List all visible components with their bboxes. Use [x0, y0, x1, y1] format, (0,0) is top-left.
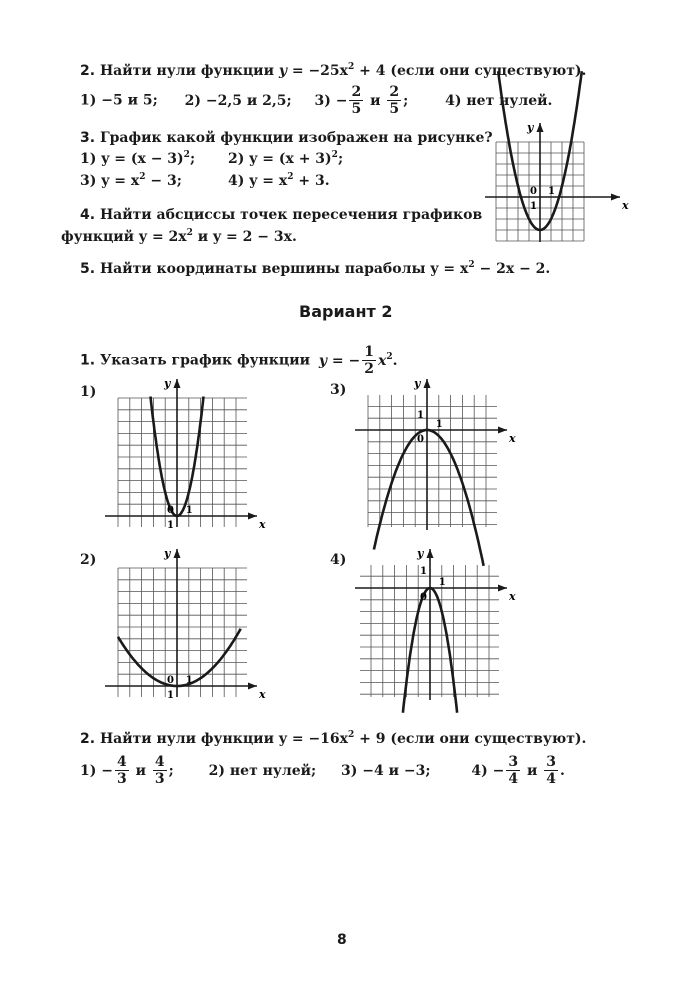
question-number: 3. — [80, 130, 96, 146]
y-axis-label: y — [164, 377, 171, 390]
x-axis-label: x — [509, 432, 516, 445]
prev-q3-a1 — [80, 152, 195, 166]
numerator: 3 — [546, 754, 557, 770]
conjunction: и — [522, 762, 543, 779]
denominator: 5 — [389, 101, 400, 117]
exponent: 2 — [468, 260, 475, 270]
exponent: 2 — [386, 351, 393, 362]
x-arrow-icon — [248, 683, 257, 690]
graph-4 — [345, 545, 520, 705]
y-unit-label: 1 — [167, 690, 174, 701]
x-arrow-icon — [611, 194, 620, 201]
origin-label: 0 — [417, 434, 424, 445]
graph-1 — [95, 375, 270, 535]
prev-q2-line — [80, 64, 586, 78]
answer-2: 2) нет нулей; — [208, 762, 317, 779]
func-tail: − 2x − 2. — [474, 261, 551, 277]
x-axis-label: x — [509, 590, 516, 603]
prev-q3-a4 — [228, 174, 330, 188]
y-arrow-icon — [424, 379, 431, 388]
question-number: 5. — [80, 261, 96, 277]
prev-q3-line — [80, 131, 493, 145]
answer-2: 2) −2,5 и 2,5; — [184, 92, 292, 109]
fraction — [544, 754, 558, 787]
graph-2 — [95, 545, 270, 705]
origin-label: 0 — [420, 592, 427, 603]
x-unit-label: 1 — [185, 505, 193, 516]
func-tail: + 9 (если они существуют). — [354, 731, 587, 747]
question-text: Найти нули функции — [99, 731, 274, 747]
func-tail: + 4 (если они существуют). — [354, 63, 587, 79]
fraction — [506, 754, 520, 787]
prev-q3-a2 — [228, 152, 343, 166]
prev-q2-answers — [80, 84, 552, 117]
answer-3 — [314, 84, 409, 117]
graph-label-3: 3) — [330, 382, 347, 398]
punct: . — [560, 762, 565, 779]
variant-title: Вариант 2 — [299, 302, 393, 321]
function-formula — [318, 344, 398, 377]
question-number: 1. — [80, 352, 96, 369]
parabola-curve — [118, 629, 241, 686]
answer-1-prefix: 1) − — [80, 762, 113, 779]
denominator: 2 — [364, 361, 374, 377]
fraction — [387, 84, 401, 117]
denominator: 3 — [116, 771, 127, 787]
func-a: функций y = 2x — [61, 229, 187, 245]
exponent: 2 — [287, 172, 294, 182]
numerator: 4 — [116, 754, 127, 770]
punct: ; — [337, 151, 344, 167]
y-arrow-icon — [427, 549, 434, 558]
func-body: y = −16x — [278, 731, 349, 747]
x-axis-label: x — [259, 518, 266, 531]
answer-3-prefix: 3) − — [314, 92, 348, 109]
graph-prev-q3 — [480, 115, 630, 250]
origin-label: 0 — [167, 675, 174, 686]
denominator: 3 — [154, 771, 165, 787]
fraction — [115, 754, 129, 787]
x-unit-label: 1 — [435, 419, 443, 430]
v2-q2-answers — [80, 754, 565, 787]
fraction — [349, 84, 363, 117]
y-unit-label: 1 — [420, 566, 427, 577]
question-text: Указать график функции — [99, 352, 311, 369]
exponent: 2 — [348, 62, 355, 72]
exponent: 2 — [186, 228, 193, 238]
formula-lhs: y = − — [318, 352, 361, 369]
question-text: Найти координаты вершины параболы y = x — [99, 261, 469, 277]
origin-label: 0 — [167, 505, 174, 516]
y-axis-label: y — [527, 121, 534, 134]
answer-2: 2) y = (x + 3) — [228, 151, 332, 167]
origin-label: 0 — [530, 186, 537, 197]
x-arrow-icon — [498, 585, 507, 592]
prev-q3-a3 — [80, 174, 182, 188]
answer-1: 1) −5 и 5; — [80, 92, 158, 109]
y-unit-label: 1 — [417, 410, 424, 421]
v2-q1-line — [80, 344, 398, 377]
x-unit-label: 1 — [438, 577, 446, 588]
graph-label-2: 2) — [80, 552, 97, 568]
exponent: 2 — [348, 730, 355, 740]
punct: . — [392, 352, 398, 369]
graph-label-4: 4) — [330, 552, 347, 568]
y-unit-label: 1 — [530, 201, 537, 212]
question-number: 4. — [80, 207, 96, 223]
punct: ; — [189, 151, 196, 167]
exponent: 2 — [183, 150, 190, 160]
question-number: 2. — [80, 63, 96, 79]
exponent: 2 — [331, 150, 338, 160]
x-axis-label: x — [259, 688, 266, 701]
answer-1 — [80, 754, 174, 787]
question-text: Найти абсциссы точек пересечения графиков — [99, 207, 483, 223]
page-number: 8 — [337, 932, 347, 948]
x-arrow-icon — [248, 513, 257, 520]
fraction — [153, 754, 167, 787]
answer-4: 4) y = x — [228, 173, 288, 189]
numerator: 2 — [389, 84, 400, 100]
question-text: График какой функции изображен на рисунке? — [99, 130, 493, 146]
punct: + 3. — [293, 173, 330, 189]
y-arrow-icon — [174, 549, 181, 558]
answer-3: 3) −4 и −3; — [341, 762, 431, 779]
graph-label-1: 1) — [80, 384, 97, 400]
numerator: 4 — [154, 754, 165, 770]
question-number: 2. — [80, 731, 96, 747]
punct: ; — [168, 762, 174, 779]
conjunction: и — [365, 92, 386, 109]
v2-q2-line — [80, 732, 586, 746]
fraction — [362, 344, 376, 377]
formula-rhs: x — [378, 352, 387, 369]
y-axis-label: y — [164, 547, 171, 560]
x-unit-label: 1 — [548, 186, 555, 197]
punct: ; — [403, 92, 409, 109]
func-b: и y = 2 − 3x. — [192, 229, 297, 245]
graph-3 — [345, 375, 520, 535]
x-unit-label: 1 — [185, 675, 193, 686]
denominator: 5 — [351, 101, 362, 117]
answer-4: 4) нет нулей. — [445, 92, 553, 109]
prev-q4-line1 — [80, 208, 482, 222]
denominator: 4 — [546, 771, 557, 787]
y-axis-label: y — [417, 547, 424, 560]
numerator: 1 — [364, 344, 374, 360]
punct: − 3; — [145, 173, 182, 189]
question-text: Найти нули функции — [99, 63, 274, 79]
conjunction: и — [130, 762, 151, 779]
numerator: 2 — [351, 84, 362, 100]
answer-4-prefix: 4) − — [471, 762, 505, 779]
y-arrow-icon — [174, 379, 181, 388]
x-arrow-icon — [498, 427, 507, 434]
y-unit-label: 1 — [167, 520, 174, 531]
x-axis-label: x — [622, 199, 629, 212]
exponent: 2 — [139, 172, 146, 182]
denominator: 4 — [508, 771, 519, 787]
answer-1: 1) y = (x − 3) — [80, 151, 184, 167]
y-axis-label: y — [414, 377, 421, 390]
y-arrow-icon — [537, 123, 544, 132]
answer-3: 3) y = x — [80, 173, 140, 189]
func-y: y — [278, 63, 287, 79]
prev-q5-line — [80, 262, 550, 276]
numerator: 3 — [508, 754, 519, 770]
answer-4 — [471, 754, 565, 787]
func-body: = −25x — [286, 63, 349, 79]
prev-q4-line2 — [61, 230, 297, 244]
